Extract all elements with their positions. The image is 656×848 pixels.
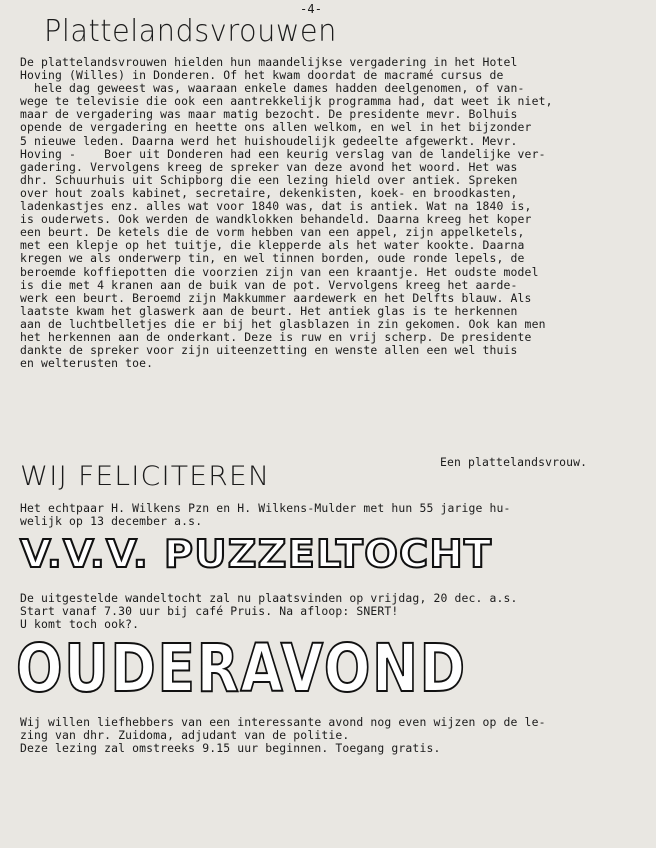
text-line: U komt toch ook?.: [20, 617, 140, 632]
text-line: De uitgestelde wandeltocht zal nu plaatsvinden op vrijdag, 20 dec. a.s.: [20, 591, 518, 605]
text-line: Wij willen liefhebbers van een interessante avond nog even wijzen op de le-: [20, 715, 546, 729]
text-line: gadering. Vervolgens kreeg de spreker van deze avond het woord. Het was: [20, 159, 518, 174]
heading-ouderavond: OUDERAVOND: [16, 630, 467, 707]
text-line: beroemde koffiepotten die voorzien zijn van een kraantje. Het oudste model: [20, 264, 539, 279]
text-line: Deze lezing zal omstreeks 9.15 uur beginnen. Toegang gratis.: [20, 741, 441, 756]
text-line: een beurt. De ketels die de vorm hebben van een appel, zijn appelketels,: [20, 225, 525, 240]
text-line: welijk op 13 december a.s.: [20, 514, 203, 529]
text-line: dankte de spreker voor zijn uiteenzetting en wenste allen een wel thuis: [20, 343, 518, 358]
text-line: Hoving - Boer uit Donderen had een keurig verslag van de landelijke ver-: [20, 146, 546, 161]
text-line: dhr. Schuurhuis uit Schipborg die een lezing hield over antiek. Spreken: [20, 172, 518, 187]
article-ouderavond: [20, 716, 546, 755]
text-line: Hoving (Willes) in Donderen. Of het kwam doordat de macramé cursus de: [20, 68, 504, 83]
text-line: kregen we als onderwerp tin, en wel tinnen borden, oude ronde lepels, de: [20, 251, 525, 266]
article-puzzeltocht: [20, 592, 518, 631]
heading-vvv-puzzeltocht: V.V.V. PUZZELTOCHT: [20, 532, 493, 576]
heading-plattelandsvrouwen: Plattelandsvrouwen: [44, 14, 337, 49]
text-line: het herkennen aan de onderkant. Deze is ruw en vrij scherp. De presidente: [20, 329, 532, 344]
text-line: met een klepje op het tuitje, die klepperde als het water kookte. Daarna: [20, 238, 525, 253]
text-line: werk een beurt. Beroemd zijn Makkummer aardewerk en het Delfts blauw. Als: [20, 290, 532, 305]
text-line: 5 nieuwe leden. Daarna werd het huishoudelijk gedeelte afgewerkt. Mevr.: [20, 133, 518, 148]
text-line: Start vanaf 7.30 uur bij café Pruis. Na afloop: SNERT!: [20, 604, 399, 619]
text-line: aan de luchtbelletjes die er bij het glasblazen in zin gekomen. Ook kan men: [20, 316, 546, 331]
text-line: over hout zoals kabinet, secretaire, dekenkisten, koek- en broodkasten,: [20, 185, 518, 200]
text-line: hele dag geweest was, waaraan enkele dames hadden deelgenomen, of van-: [34, 81, 525, 96]
text-line: zing van dhr. Zuidoma, adjudant van de politie.: [20, 728, 350, 743]
article-plattelandsvrouwen: [20, 56, 553, 370]
page-number: -4-: [300, 2, 323, 16]
text-line: maar de vergadering was maar matig bezocht. De presidente mevr. Bolhuis: [20, 107, 518, 122]
text-line: is ouderwets. Ook werden de wandklokken behandeld. Daarna kreeg het koper: [20, 212, 532, 227]
text-line: Het echtpaar H. Wilkens Pzn en H. Wilkens-Mulder met hun 55 jarige hu-: [20, 501, 511, 515]
article-signature: Een plattelandsvrouw.: [440, 455, 588, 469]
article-felicitatie: [20, 502, 511, 528]
text-line: laatste kwam het glaswerk aan de beurt. Het antiek glas is te herkennen: [20, 303, 518, 318]
text-line: De plattelandsvrouwen hielden hun maandelijkse vergadering in het Hotel: [20, 55, 518, 69]
text-line: is die met 4 kranen aan de buik van de pot. Vervolgens kreeg het aarde-: [20, 277, 518, 292]
text-line: wege te televisie die ook een aantrekkelijk programma had, dat weet ik niet,: [20, 94, 553, 109]
heading-wij-feliciteren: WIJ FELICITEREN: [20, 461, 271, 492]
text-line: ladenkastjes enz. alles wat voor 1840 was, dat is antiek. Wat na 1840 is,: [20, 199, 532, 214]
text-line: en welterusten toe.: [20, 356, 154, 371]
text-line: opende de vergadering en heette ons allen welkom, en wel in het bijzonder: [20, 120, 532, 135]
